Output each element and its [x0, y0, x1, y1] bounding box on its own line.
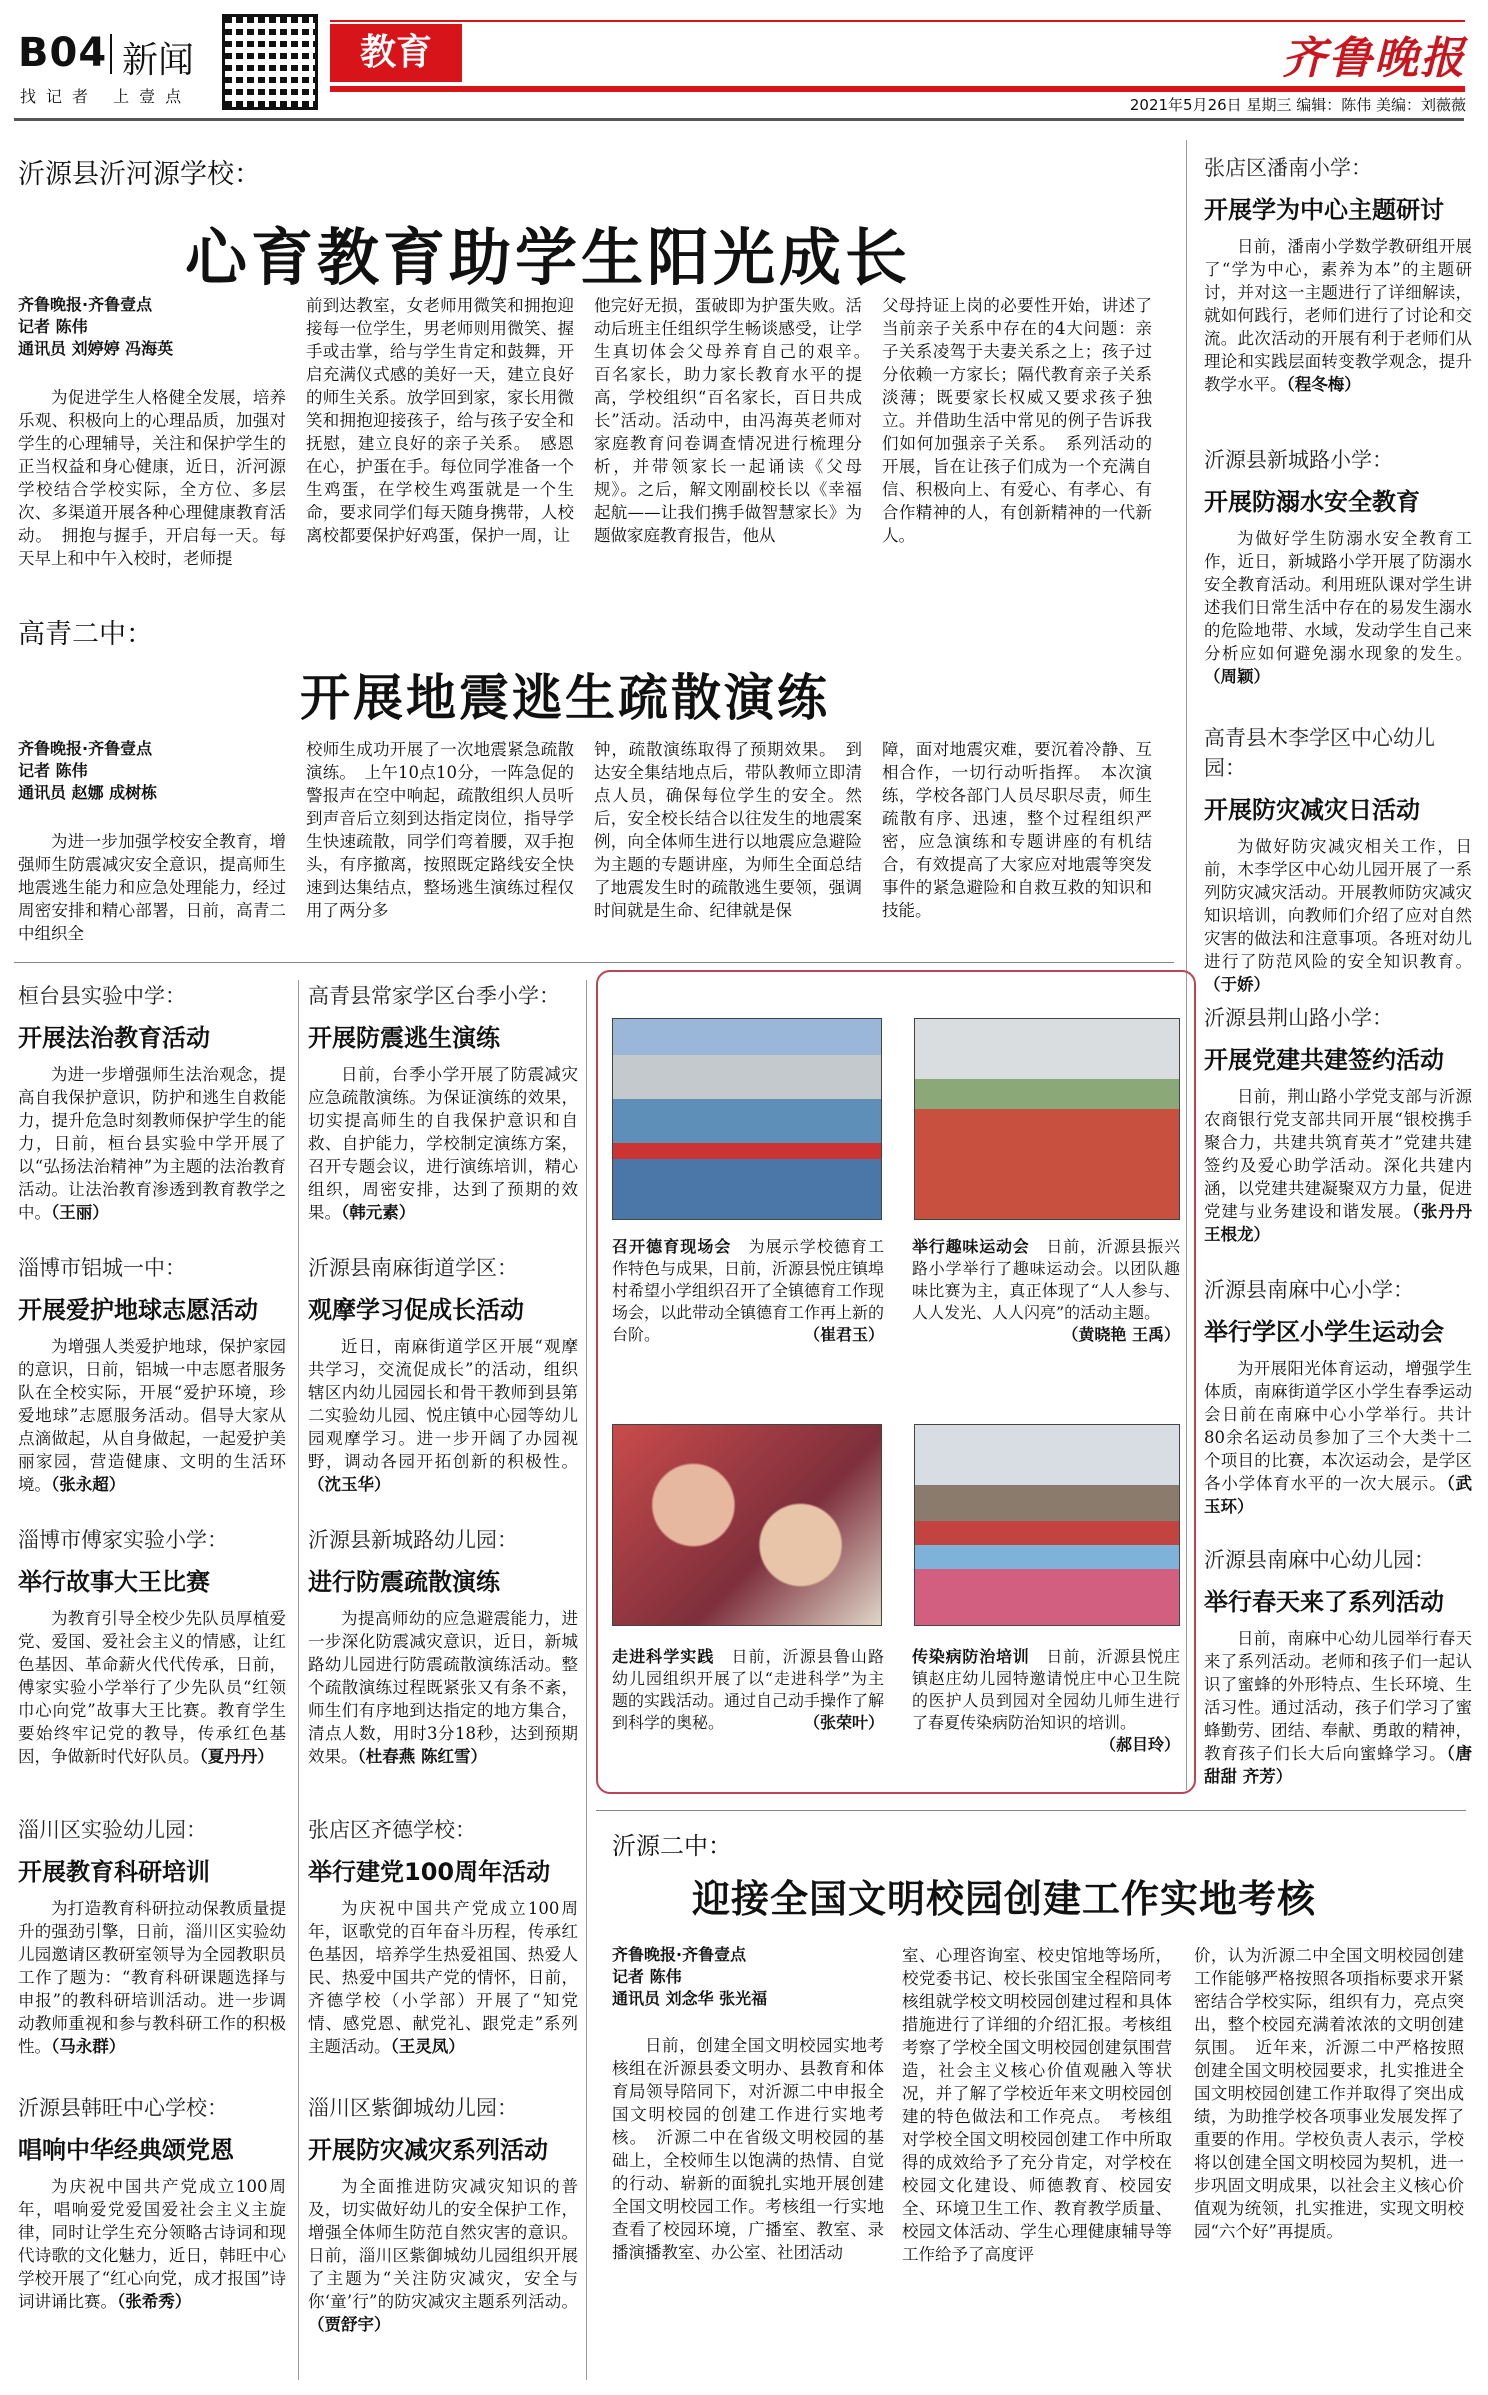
lead2-title: 开展地震逃生疏散演练	[300, 669, 830, 727]
brief	[308, 980, 578, 1252]
brief-head: 开展学为中心主题研讨	[1204, 196, 1444, 224]
byline-correspondent: 通讯员 刘婷婷 冯海英	[18, 339, 174, 358]
brief-school: 张店区潘南小学：	[1204, 156, 1372, 180]
brief-head: 开展防溺水安全教育	[1204, 488, 1420, 516]
lead3-byline	[612, 1944, 884, 2010]
brief-school: 淄川区实验幼儿园：	[18, 1818, 207, 1842]
brief	[18, 2092, 286, 2313]
brief-head: 举行建党100周年活动	[308, 1858, 551, 1886]
brief-head: 开展防震逃生演练	[308, 1024, 500, 1052]
qr-code-icon[interactable]	[222, 14, 318, 110]
brief-text: 日前，潘南小学数学教研组开展了“学为中心，素养为本”的主题研讨，并对这一主题进行了详细解读，就如何践行，老师们进行了讨论和交流。此次活动的开展有利于老师们从理论和实践层面转变教学观念，提升教学水平。（程冬梅）	[1204, 237, 1472, 394]
brief-head: 开展防灾减灾系列活动	[308, 2136, 548, 2164]
lead3-kicker: 沂源二中：	[612, 1832, 732, 1860]
byline-reporter: 记者 陈伟	[18, 317, 88, 336]
brief-head: 开展党建共建签约活动	[1204, 1046, 1444, 1074]
brief-text: 为打造教育科研拉动保教质量提升的强劲引擎，日前，淄川区实验幼儿园邀请区教研室领导为全园教职员工作了题为：“教育科研课题选择与申报”的教科研培训活动。进一步调动教师重视和参与教科研工作的积极性。（马永群）	[18, 1899, 286, 2056]
caption-3: 走进科学实践 日前，沂源县鲁山路幼儿园组织开展了以“走进科学”为主题的实践活动。通过自己动手操作了解到科学的奥秘。 （张荣叶）	[612, 1647, 885, 1732]
issue-meta: 2021年5月26日 星期三 编辑：陈伟 美编：刘薇薇	[1129, 96, 1466, 114]
brief-school: 沂源县南麻街道学区：	[308, 1256, 518, 1280]
brief-text: 近日，南麻街道学区开展“观摩共学习，交流促成长”的活动，组织辖区内幼儿园园长和骨干教师到县第二实验幼儿园、悦庄镇中心园等幼儿园观摩学习。进一步开阔了办园视野，调动各园开拓创新的积极性。（沈玉华）	[308, 1337, 578, 1494]
brief-text: 为做好学生防溺水安全教育工作，近日，新城路小学开展了防溺水安全教育活动。利用班队课对学生讲述我们日常生活中存在的易发生溺水的危险地带、水域，发动学生自己来分析应如何避免溺水现象的发生。（周颖）	[1204, 529, 1472, 686]
caption-title: 举行趣味运动会	[912, 1237, 1030, 1256]
brief	[1204, 444, 1472, 722]
lead2-col1: 为进一步加强学校安全教育，增强师生防震减灾安全意识，提高师生地震逃生能力和应急处理能力，经过周密安排和精心部署，日前，高青二中组织全	[18, 832, 286, 943]
brief-head: 举行学区小学生运动会	[1204, 1318, 1444, 1346]
brief-text: 为进一步增强师生法治观念，提高自我保护意识，防护和逃生自救能力，提升危急时刻教师保护学生的能力，日前，桓台县实验中学开展了以“弘扬法治精神”为主题的法治教育活动。让法治教育渗透到教育教学之中。（王丽）	[18, 1065, 286, 1222]
brief-school: 高青县常家学区台季小学：	[308, 984, 560, 1008]
brief	[1204, 1002, 1472, 1274]
brief-school: 淄博市傅家实验小学：	[18, 1528, 228, 1552]
brief-text: 为庆祝中国共产党成立100周年，讴歌党的百年奋斗历程，传承红色基因，培养学生热爱祖国、热爱人民、热爱中国共产党的情怀，日前，齐德学校（小学部）开展了“知党情、感党恩、献党礼、跟党走”系列主题活动。（王灵凤）	[308, 1899, 578, 2056]
brief-head: 观摩学习促成长活动	[308, 1296, 524, 1324]
brief-school: 高青县木李学区中心幼儿园：	[1204, 726, 1435, 780]
brief-school: 沂源县南麻中心幼儿园：	[1204, 1548, 1435, 1572]
caption-2: 举行趣味运动会 日前，沂源县振兴路小学举行了趣味运动会。以团队趣味比赛为主，真正体现了“人人参与、人人发光、人人闪亮”的活动主题。 （黄晓艳 王禹）	[912, 1237, 1180, 1344]
brief	[18, 1814, 286, 2092]
brief-school: 沂源县韩旺中心学校：	[18, 2096, 228, 2120]
caption-1: 召开德育现场会 为展示学校德育工作特色与成果，日前，沂源县悦庄镇埠村希望小学组织召开了全镇德育工作现场会，以此带动全镇德育工作再上新的台阶。 （崔君玉）	[612, 1237, 885, 1344]
photo-epidemic-training[interactable]	[914, 1424, 1180, 1626]
brief-school: 张店区齐德学校：	[308, 1818, 476, 1842]
brief-head: 开展防灾减灾日活动	[1204, 796, 1420, 824]
brief	[1204, 1544, 1472, 1788]
brief-school: 沂源县荆山路小学：	[1204, 1006, 1393, 1030]
brief-school: 桓台县实验中学：	[18, 984, 186, 1008]
brand-logo: 齐鲁晚报	[1282, 33, 1466, 84]
caption-title: 召开德育现场会	[612, 1237, 732, 1256]
brief-head: 举行春天来了系列活动	[1204, 1588, 1444, 1616]
lead1-byline	[18, 294, 288, 360]
lead3-col1: 日前，创建全国文明校园实地考核组在沂源县委文明办、县教育和体育局领导陪同下，对沂源二中申报全国文明校园的创建工作进行实地考核。 沂源二中在省级文明校园的基础上，全校师生以饱满的热情、自觉的行动、崭新的面貌扎实地开展创建全国文明校园工作。考核组一行实地查看了校园环境，广播室、教室、录播演播教室、办公室、社团活动	[612, 2036, 884, 2262]
brief-head: 举行故事大王比赛	[18, 1568, 210, 1596]
brief	[1204, 1274, 1472, 1544]
lead1-col2: 前到达教室，女老师用微笑和拥抱迎接每一位学生，男老师则用微笑、握手或击掌，给与学生肯定和鼓舞，开启充满仪式感的美好一天，建立良好的师生关系。放学回到家，家长用微笑和拥抱迎接孩子，给与孩子安全和抚慰，建立良好的亲子关系。 感恩在心，护蛋在手。每位同学准备一个生鸡蛋，在学校生鸡蛋就是一个生命，要求同学们每天随身携带，人校离校都要保护好鸡蛋，保护一周，让	[306, 296, 574, 545]
lead2-byline	[18, 738, 288, 804]
brief-head: 开展法治教育活动	[18, 1024, 210, 1052]
lead1-col1: 为促进学生人格健全发展，培养乐观、积极向上的心理品质，加强对学生的心理辅导，关注和保护学生的正当权益和身心健康，近日，沂河源学校结合学校实际，全方位、多层次、多渠道开展各种心理健康教育活动。 拥抱与握手，开启每一天。每天早上和中午入校时，老师提	[18, 388, 286, 568]
section-divider	[14, 962, 1174, 963]
lead1-col4: 父母持证上岗的必要性开始，讲述了当前亲子关系中存在的4大问题：亲子关系凌驾于夫妻关系之上；孩子过分依赖一方家长；隔代教育亲子关系淡薄；既要家长权威又要求孩子独立。并借助生活中常见的例子告诉我们如何加强亲子关系。 系列活动的开展，旨在让孩子们成为一个充满自信、积极向上、有爱心、有孝心、有合作精神的人，有创新精神的一代新人。	[882, 296, 1152, 545]
brief-school: 沂源县新城路幼儿园：	[308, 1528, 518, 1552]
lead3-title: 迎接全国文明校园创建工作实地考核	[692, 1877, 1317, 1921]
brief-head: 开展爱护地球志愿活动	[18, 1296, 258, 1324]
section-tab-label: 教育	[359, 32, 432, 73]
lead2-col2: 校师生成功开展了一次地震紧急疏散演练。 上午10点10分，一阵急促的警报声在空中响起，疏散组织人员听到声音后立刻到达指定岗位，指导学生快速疏散，同学们弯着腰，双手抱头，有序撤离，按照既定路线安全快速到达集结点，整场逃生演练过程仅用了两分多	[306, 740, 574, 920]
lead2-col3: 钟，疏散演练取得了预期效果。 到达安全集结地点后，带队教师立即清点人员，确保每位学生的安全。然后，安全校长结合以往发生的地震案例，向全体师生进行以地震应急避险为主题的专题讲座，为师生全面总结了地震发生时的疏散逃生要领，强调时间就是生命、纪律就是保	[594, 740, 862, 920]
header-red-line	[330, 86, 1465, 92]
brief-school: 沂源县南麻中心小学：	[1204, 1278, 1414, 1302]
lead3-divider	[596, 1810, 1466, 1811]
brief-head: 开展教育科研培训	[18, 1858, 210, 1886]
brief-text: 为提高师幼的应急避震能力，进一步深化防震减灾意识，近日，新城路幼儿园进行防震疏散演练活动。整个疏散演练过程既紧张又有条不紊，师生们有序地到达指定的地方集合，清点人数，用时3分18秒，达到预期效果。（杜春燕 陈红雪）	[308, 1609, 578, 1766]
caption-title: 传染病防治培训	[912, 1647, 1030, 1666]
lead1-kicker: 沂源县沂河源学校：	[18, 159, 261, 190]
brief-text: 日前，南麻中心幼儿园举行春天来了系列活动。老师和孩子们一起认识了蜜蜂的外形特点、生长环境、生活习性。通过活动，孩子们学习了蜜蜂勤劳、团结、奉献、勇敢的精神，教育孩子们长大后向蜜蜂学习。（唐甜甜 齐芳）	[1204, 1629, 1473, 1786]
byline-reporter: 记者 陈伟	[18, 761, 88, 780]
brief	[18, 980, 286, 1252]
lead1-title: 心育教育助学生阳光成长	[185, 221, 912, 294]
brief	[18, 1252, 286, 1524]
byline-paper: 齐鲁晚报·齐鲁壹点	[18, 739, 153, 758]
mid-col-divider	[586, 980, 587, 2380]
byline-paper: 齐鲁晚报·齐鲁壹点	[612, 1945, 747, 1964]
byline-reporter: 记者 陈伟	[612, 1967, 682, 1986]
header-slogan: 找记者 上壹点	[20, 87, 192, 106]
lead3-col3: 价，认为沂源二中全国文明校园创建工作能够严格按照各项指标要求开紧密结合学校实际，组织有力，亮点突出，整个校园充满着浓浓的文明创建氛围。 近年来，沂源二中严格按照创建全国文明校园要求，扎实推进全国文明校园创建工作并取得了突出成绩，为助推学校各项事业发展发挥了重要的作用。学校负责人表示，学校将以创建全国文明校园为契机，进一步巩固文明成果，以社会主义核心价值观为统领，扎实推进，实现文明校园“六个好”再提质。	[1194, 1946, 1464, 2241]
brief-text: 为开展阳光体育运动，增强学生体质，南麻街道学区小学生春季运动会日前在南麻中心小学举行。共计80余名运动员参加了三个大类十二个项目的比赛，本次运动会，是学区各小学体育水平的一次大展示。（武玉环）	[1204, 1359, 1473, 1516]
brief	[308, 2092, 578, 2336]
right-column	[1204, 152, 1472, 1788]
brief	[1204, 152, 1472, 444]
byline-correspondent: 通讯员 刘念华 张光福	[612, 1989, 768, 2008]
brief	[308, 1252, 578, 1524]
brief-text: 日前，台季小学开展了防震减灾应急疏散演练。为保证演练的效果，切实提高师生的自我保护意识和自救、自护能力，学校制定演练方案，召开专题会议，进行演练培训，精心组织，周密安排，达到了预期的效果。（韩元素）	[308, 1065, 578, 1222]
byline-paper: 齐鲁晚报·齐鲁壹点	[18, 295, 153, 314]
left-column	[18, 980, 286, 2313]
section-name: 新闻	[122, 40, 195, 81]
caption-title: 走进科学实践	[612, 1647, 715, 1666]
brief-head: 唱响中华经典颂党恩	[18, 2136, 234, 2164]
brief-text: 为庆祝中国共产党成立100周年，唱响爱党爱国爱社会主义主旋律，同时让学生充分领略古诗词和现代诗歌的文化魅力，近日，韩旺中心学校开展了“红心向党，成才报国”诗词讲诵比赛。（张希秀）	[18, 2177, 286, 2311]
brief	[18, 1524, 286, 1814]
lead2-col4: 障，面对地震灾难，要沉着冷静、互相合作，一切行动听指挥。 本次演练，学校各部门人员尽职尽责，师生疏散有序、迅速，整个过程组织严密，应急演练和专题讲座的有机结合，有效提高了大家应对地震等突发事件的紧急避险和自救互救的知识和技能。	[882, 740, 1152, 920]
lead3-col2: 室、心理咨询室、校史馆地等场所，校党委书记、校长张国宝全程陪同考核组就学校文明校园创建过程和具体措施进行了详细的介绍汇报。考核组考察了学校全国文明校园创建氛围营造，社会主义核心价值观融入等状况，并了解了学校近年来文明校园创建的特色做法和工作亮点。 考核组对学校全国文明校园创建工作中所取得的成效给予了充分肯定，对学校在校园文化建设、师德教育、校园安全、环境卫生工作、教育教学质量、校园文体活动、学生心理健康辅导等工作给予了高度评	[902, 1946, 1172, 2264]
top-rule	[14, 118, 1464, 121]
brief-text: 为做好防灾减灾相关工作，日前，木李学区中心幼儿园开展了一系列防灾减灾活动。开展教师防灾减灾知识培训，向教师们介绍了应对自然灾害的做法和注意事项。各班对幼儿进行了防范风险的安全知识教育。（于娇）	[1204, 837, 1472, 994]
brief	[308, 1814, 578, 2092]
lead2-kicker: 高青二中：	[18, 619, 153, 650]
lead1-col3: 他完好无损，蛋破即为护蛋失败。活动后班主任组织学生畅谈感受，让学生真切体会父母养育自己的艰辛。 百名家长，助力家长教育水平的提高，学校组织“百名家长，百日共成长”活动。活动中，由冯海英老师对家庭教育问卷调查情况进行梳理分析，并带领家长一起诵读《父母规》。之后，解文刚副校长以《幸福起航——让我们携手做智慧家长》为题做家庭教育报告，他从	[594, 296, 879, 545]
middle-column	[308, 980, 578, 2336]
brief	[1204, 722, 1472, 1002]
brief	[308, 1524, 578, 1814]
caption-4: 传染病防治培训 日前，沂源县悦庄镇赵庄幼儿园特邀请悦庄中心卫生院的医护人员到园对全园幼儿师生进行了春夏传染病防治知识的培训。 （郝目玲）	[912, 1647, 1180, 1754]
brief-school: 沂源县新城路小学：	[1204, 448, 1393, 472]
left-col-divider	[298, 980, 299, 2380]
brief-text: 为教育引导全校少先队员厚植爱党、爱国、爱社会主义的情感，让红色基因、革命薪火代代传承，日前，傅家实验小学举行了少先队员“红领巾心向党”故事大王比赛。教育学生要始终牢记党的教导，传承红色基因，争做新时代好队员。（夏丹丹）	[18, 1609, 286, 1766]
byline-correspondent: 通讯员 赵娜 成树栋	[18, 783, 158, 802]
brief-school: 淄川区紫御城幼儿园：	[308, 2096, 518, 2120]
brief-text: 为全面推进防灾减灾知识的普及，切实做好幼儿的安全保护工作，增强全体师生防范自然灾害的意识。日前，淄川区紫御城幼儿园组织开展了主题为“关注防灾减灾，安全与你‘童’行”的防灾减灾主题系列活动。（贾舒宇）	[308, 2177, 578, 2334]
brief-head: 进行防震疏散演练	[308, 1568, 500, 1596]
photo-moral-education[interactable]	[612, 1018, 882, 1220]
brief-text: 日前，荆山路小学党支部与沂源农商银行党支部共同开展“银校携手聚合力，共建共筑育英才”党建共建签约及爱心助学活动。深化共建内涵，以党建共建凝聚双方力量，促进党建与业务建设和谐发展。（张丹丹 王根龙）	[1204, 1087, 1473, 1244]
photo-science-practice[interactable]	[612, 1424, 882, 1626]
brief-text: 为增强人类爱护地球，保护家园的意识，日前，铝城一中志愿者服务队在全校实际，开展“爱护环境，珍爱地球”志愿服务活动。倡导大家从点滴做起，从自身做起，一起爱护美丽家园，营造健康、文明的生活环境。（张永超）	[18, 1337, 286, 1494]
page-number: B04	[18, 30, 108, 76]
photo-sports-meet[interactable]	[914, 1018, 1180, 1220]
header-divider	[110, 34, 112, 74]
section-tab[interactable]	[330, 24, 462, 82]
brief-school: 淄博市铝城一中：	[18, 1256, 186, 1280]
